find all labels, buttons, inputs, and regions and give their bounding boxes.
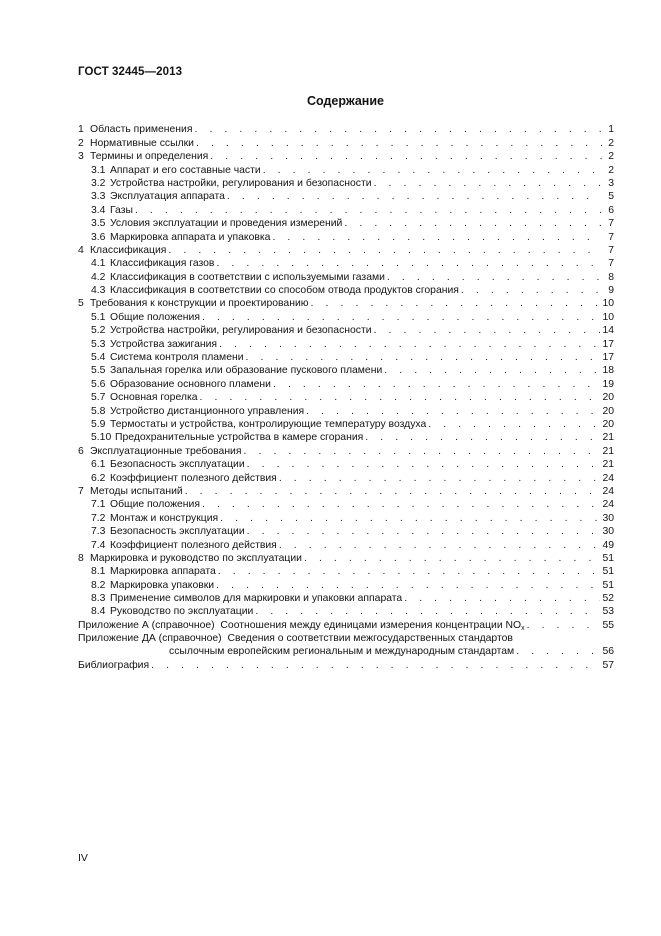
- toc-entry-title: Коэффициент полезного действия: [110, 539, 277, 551]
- toc-entry-page: 30: [602, 526, 614, 538]
- leader-dots: [202, 499, 600, 511]
- toc-entry-page: 51: [602, 566, 614, 578]
- document-header: ГОСТ 32445—2013: [78, 66, 183, 78]
- toc-entry-title: Основная горелка: [110, 392, 198, 404]
- leader-dots: [151, 660, 600, 672]
- leader-dots: [247, 526, 601, 538]
- leader-dots: [273, 379, 600, 391]
- leader-dots: [247, 459, 601, 471]
- page-title: Содержание: [306, 94, 384, 108]
- toc-entry-page: 7: [608, 258, 614, 270]
- toc-entry-title: Область применения: [90, 124, 193, 136]
- toc-entry-title: Классификация газов: [110, 258, 215, 270]
- toc-entry-number: 2: [78, 137, 84, 149]
- toc-entry-number: 8.1: [91, 566, 106, 578]
- bibliography-label: Библиография: [78, 660, 150, 672]
- toc-entry-number: 5.3: [91, 338, 106, 350]
- leader-dots: [272, 232, 602, 244]
- leader-dots: [374, 325, 601, 337]
- toc-entry-page: 7: [608, 231, 614, 243]
- leader-dots: [384, 365, 600, 377]
- toc-entry[interactable]: [78, 297, 614, 310]
- toc-entry-number: 6: [78, 445, 84, 457]
- toc-entry-number: 5.10: [91, 432, 112, 444]
- toc-entry-page: 49: [602, 539, 614, 551]
- leader-dots: [306, 406, 600, 418]
- toc-entry[interactable]: [78, 244, 614, 257]
- toc-entry[interactable]: [78, 351, 614, 364]
- toc-entry-number: 6.2: [91, 472, 106, 484]
- toc-entry-page: 9: [608, 285, 614, 297]
- toc-entry-number: 4: [78, 244, 84, 256]
- toc-entry[interactable]: [78, 511, 614, 524]
- toc-entry-number: 4.1: [91, 258, 106, 270]
- toc-entry-number: 5.5: [91, 365, 106, 377]
- toc-entry-number: 7.4: [91, 539, 106, 551]
- toc-entry-page: 7: [608, 244, 614, 256]
- leader-dots: [218, 566, 601, 578]
- toc-entry-number: 4.3: [91, 285, 106, 297]
- toc-entry-number: 5.8: [91, 405, 106, 417]
- toc-entry-number: 3: [78, 151, 84, 163]
- leader-dots: [344, 218, 602, 230]
- toc-entry-page: 8: [608, 271, 614, 283]
- toc-entry-page: 53: [602, 606, 614, 618]
- toc-entry-title: Методы испытаний: [90, 485, 183, 497]
- toc-entry-title: Устройства зажигания: [110, 338, 218, 350]
- toc-entry-number: 8.3: [91, 593, 106, 605]
- toc-entry-title: Безопасность эксплуатации: [110, 459, 245, 471]
- toc-entry-title: Газы: [110, 204, 133, 216]
- toc-entry[interactable]: [78, 471, 614, 484]
- toc-entry-title: Аппарат и его составные части: [110, 164, 261, 176]
- toc-entry-number: 5.7: [91, 392, 106, 404]
- toc-entry-title: Запальная горелка или образование пускового пламени: [110, 365, 383, 377]
- bibliography-page: 57: [602, 660, 614, 672]
- toc-entry-number: 3.6: [91, 231, 106, 243]
- toc-entry-title: Требования к конструкции и проектированию: [90, 298, 309, 310]
- toc-entry-number: 3.1: [91, 164, 106, 176]
- toc-entry-number: 1: [78, 124, 84, 136]
- leader-dots: [194, 124, 602, 136]
- toc-entry[interactable]: [78, 391, 614, 404]
- toc-entry-number: 6.1: [91, 459, 106, 471]
- leader-dots: [185, 486, 601, 498]
- toc-entry-number: 3.5: [91, 218, 106, 230]
- toc-entry-number: 8.4: [91, 606, 106, 618]
- toc-entry[interactable]: [78, 458, 614, 471]
- toc-entry[interactable]: [78, 444, 614, 457]
- toc-entry-page: 14: [602, 325, 614, 337]
- appendix-da-label: Приложение ДА (справочное): [78, 632, 222, 644]
- toc-entry-page: 20: [602, 418, 614, 430]
- toc-entry-title: Классификация: [90, 244, 167, 256]
- toc-entry-page: 24: [602, 499, 614, 511]
- leader-dots: [227, 191, 602, 203]
- leader-dots: [202, 312, 600, 324]
- toc-entry[interactable]: [78, 150, 614, 163]
- toc-entry[interactable]: [78, 565, 614, 578]
- toc-entry-title: Общие положения: [110, 311, 200, 323]
- toc-entry-page: 51: [602, 552, 614, 564]
- toc-entry-title: Термины и определения: [90, 151, 209, 163]
- toc-entry-page: 52: [602, 593, 614, 605]
- toc-entry-page: 17: [602, 352, 614, 364]
- toc-entry-number: 3.3: [91, 191, 106, 203]
- toc-entry[interactable]: [78, 485, 614, 498]
- toc-entry-title: Руководство по эксплуатации: [110, 606, 254, 618]
- toc-entry-title: Маркировка аппарата и упаковка: [110, 231, 271, 243]
- appendix-a-page: 55: [602, 619, 614, 631]
- leader-dots: [516, 645, 600, 658]
- toc-entry-title: Маркировка аппарата: [110, 566, 216, 578]
- toc-entry-page: 1: [608, 124, 614, 136]
- toc-entry-number: 8.2: [91, 579, 106, 591]
- toc-entry[interactable]: [78, 538, 614, 551]
- page-number: IV: [78, 852, 88, 864]
- leader-dots: [365, 432, 600, 444]
- leader-dots: [311, 298, 601, 310]
- toc-appendix-da[interactable]: [78, 632, 614, 659]
- toc-entry[interactable]: [78, 310, 614, 323]
- toc-entry-title: Образование основного пламени: [110, 378, 271, 390]
- appendix-a-label: Приложение А (справочное) Соотношения между единицами измерения концентрации $NO_x$: [78, 619, 525, 632]
- toc-entry-page: 19: [602, 378, 614, 390]
- toc-entry[interactable]: [78, 230, 614, 243]
- toc-entry-number: 7.2: [91, 512, 106, 524]
- toc-entry-page: 30: [602, 512, 614, 524]
- appendix-da-title-line2: ссылочным европейским региональным и международным стандартам: [169, 646, 515, 658]
- toc-entry-number: 7.1: [91, 499, 106, 511]
- leader-dots: [374, 178, 602, 190]
- toc-entry-title: Нормативные ссылки: [90, 137, 194, 149]
- toc-entry-number: 5.4: [91, 352, 106, 364]
- toc-entry[interactable]: [78, 203, 614, 216]
- toc-entry[interactable]: [78, 498, 614, 511]
- toc-entry-title: Термостаты и устройства, контролирующие температуру воздуха: [110, 418, 427, 430]
- toc-entry[interactable]: [78, 337, 614, 350]
- appendix-da-title-line1: Сведения о соответствии межгосударственных стандартов: [227, 632, 513, 644]
- toc-entry-page: 21: [602, 459, 614, 471]
- toc-entry-page: 21: [602, 432, 614, 444]
- toc-entry[interactable]: [78, 418, 614, 431]
- leader-dots: [168, 245, 602, 257]
- leader-dots: [220, 513, 600, 525]
- toc-entry-title: Применение символов для маркировки и упаковки аппарата: [110, 593, 403, 605]
- leader-dots: [246, 352, 601, 364]
- toc-entry-page: 51: [602, 579, 614, 591]
- toc-entry[interactable]: [78, 324, 614, 337]
- toc-entry-title: Устройство дистанционного управления: [110, 405, 305, 417]
- toc-entry-page: 10: [602, 298, 614, 310]
- toc-entry-title: Коэффициент полезного действия: [110, 472, 277, 484]
- leader-dots: [387, 272, 602, 284]
- toc-entry-page: 17: [602, 338, 614, 350]
- toc-entry[interactable]: [78, 404, 614, 417]
- leader-dots: [304, 553, 600, 565]
- leader-dots: [135, 205, 602, 217]
- toc-entry-number: 5.1: [91, 311, 106, 323]
- leader-dots: [279, 540, 601, 552]
- toc-entry-page: 5: [608, 191, 614, 203]
- toc-entry-page: 2: [608, 164, 614, 176]
- toc-entry-title: Классификация в соответствии с используемыми газами: [110, 271, 385, 283]
- toc-entry-page: 3: [608, 177, 614, 189]
- toc-entry[interactable]: [78, 123, 614, 136]
- toc-entry-page: 18: [602, 365, 614, 377]
- toc-entry-page: 20: [602, 405, 614, 417]
- toc-entry-number: 5: [78, 298, 84, 310]
- toc-entry[interactable]: [78, 136, 614, 149]
- toc-entry[interactable]: [78, 364, 614, 377]
- leader-dots: [527, 620, 601, 632]
- leader-dots: [428, 419, 600, 431]
- toc-entry[interactable]: [78, 177, 614, 190]
- toc-entry[interactable]: [78, 284, 614, 297]
- leader-dots: [244, 446, 601, 458]
- toc-entry[interactable]: [78, 525, 614, 538]
- toc-entry-number: 3.4: [91, 204, 106, 216]
- toc-appendix-a[interactable]: [78, 618, 614, 631]
- toc-entry-number: 3.2: [91, 177, 106, 189]
- table-of-contents: [78, 123, 614, 672]
- toc-entry[interactable]: [78, 217, 614, 230]
- toc-entry-number: 8: [78, 552, 84, 564]
- appendix-da-page: 56: [602, 646, 614, 658]
- toc-entry[interactable]: [78, 592, 614, 605]
- toc-entry-number: 7.3: [91, 526, 106, 538]
- toc-entry[interactable]: [78, 431, 614, 444]
- leader-dots: [216, 580, 600, 592]
- toc-entry-page: 21: [602, 445, 614, 457]
- toc-entry-number: 5.2: [91, 325, 106, 337]
- leader-dots: [219, 339, 600, 351]
- toc-entry-title: Устройства настройки, регулирования и безопасности: [110, 177, 372, 189]
- toc-entry-page: 6: [608, 204, 614, 216]
- toc-entry-title: Эксплуатационные требования: [90, 445, 242, 457]
- toc-entry-page: 24: [602, 472, 614, 484]
- toc-bibliography[interactable]: [78, 659, 614, 672]
- toc-entry[interactable]: [78, 578, 614, 591]
- toc-entry-page: 20: [602, 392, 614, 404]
- leader-dots: [255, 606, 600, 618]
- leader-dots: [210, 151, 602, 163]
- toc-entry-title: Безопасность эксплуатации: [110, 526, 245, 538]
- leader-dots: [461, 285, 602, 297]
- toc-entry-title: Общие положения: [110, 499, 200, 511]
- toc-entry-title: Условия эксплуатации и проведения измерений: [110, 218, 343, 230]
- toc-entry-page: 7: [608, 218, 614, 230]
- toc-entry[interactable]: [78, 605, 614, 618]
- toc-entry[interactable]: [78, 377, 614, 390]
- toc-entry-number: 5.9: [91, 418, 106, 430]
- leader-dots: [200, 392, 601, 404]
- toc-entry-title: Устройства настройки, регулирования и безопасности: [110, 325, 372, 337]
- toc-entry-page: 24: [602, 485, 614, 497]
- toc-entry-title: Классификация в соответствии со способом отвода продуктов сгорания: [110, 285, 459, 297]
- toc-entry-title: Предохранительные устройства в камере сгорания: [115, 432, 364, 444]
- toc-entry-number: 4.2: [91, 271, 106, 283]
- leader-dots: [216, 258, 602, 270]
- toc-entry-page: 2: [608, 137, 614, 149]
- leader-dots: [404, 593, 600, 605]
- toc-entry-title: Маркировка упаковки: [110, 579, 215, 591]
- leader-dots: [263, 165, 602, 177]
- toc-entry-number: 5.6: [91, 378, 106, 390]
- toc-entry[interactable]: [78, 163, 614, 176]
- toc-entry-page: 10: [602, 311, 614, 323]
- toc-entry[interactable]: [78, 190, 614, 203]
- toc-entry-title: Маркировка и руководство по эксплуатации: [90, 552, 302, 564]
- toc-entry[interactable]: [78, 552, 614, 565]
- toc-entry-number: 7: [78, 485, 84, 497]
- toc-entry-title: Система контроля пламени: [110, 352, 244, 364]
- toc-entry-title: Монтаж и конструкция: [110, 512, 219, 524]
- toc-entry[interactable]: [78, 257, 614, 270]
- leader-dots: [279, 473, 601, 485]
- toc-entry-page: 2: [608, 151, 614, 163]
- toc-entry-title: Эксплуатация аппарата: [110, 191, 225, 203]
- toc-entry[interactable]: [78, 270, 614, 283]
- leader-dots: [196, 138, 602, 150]
